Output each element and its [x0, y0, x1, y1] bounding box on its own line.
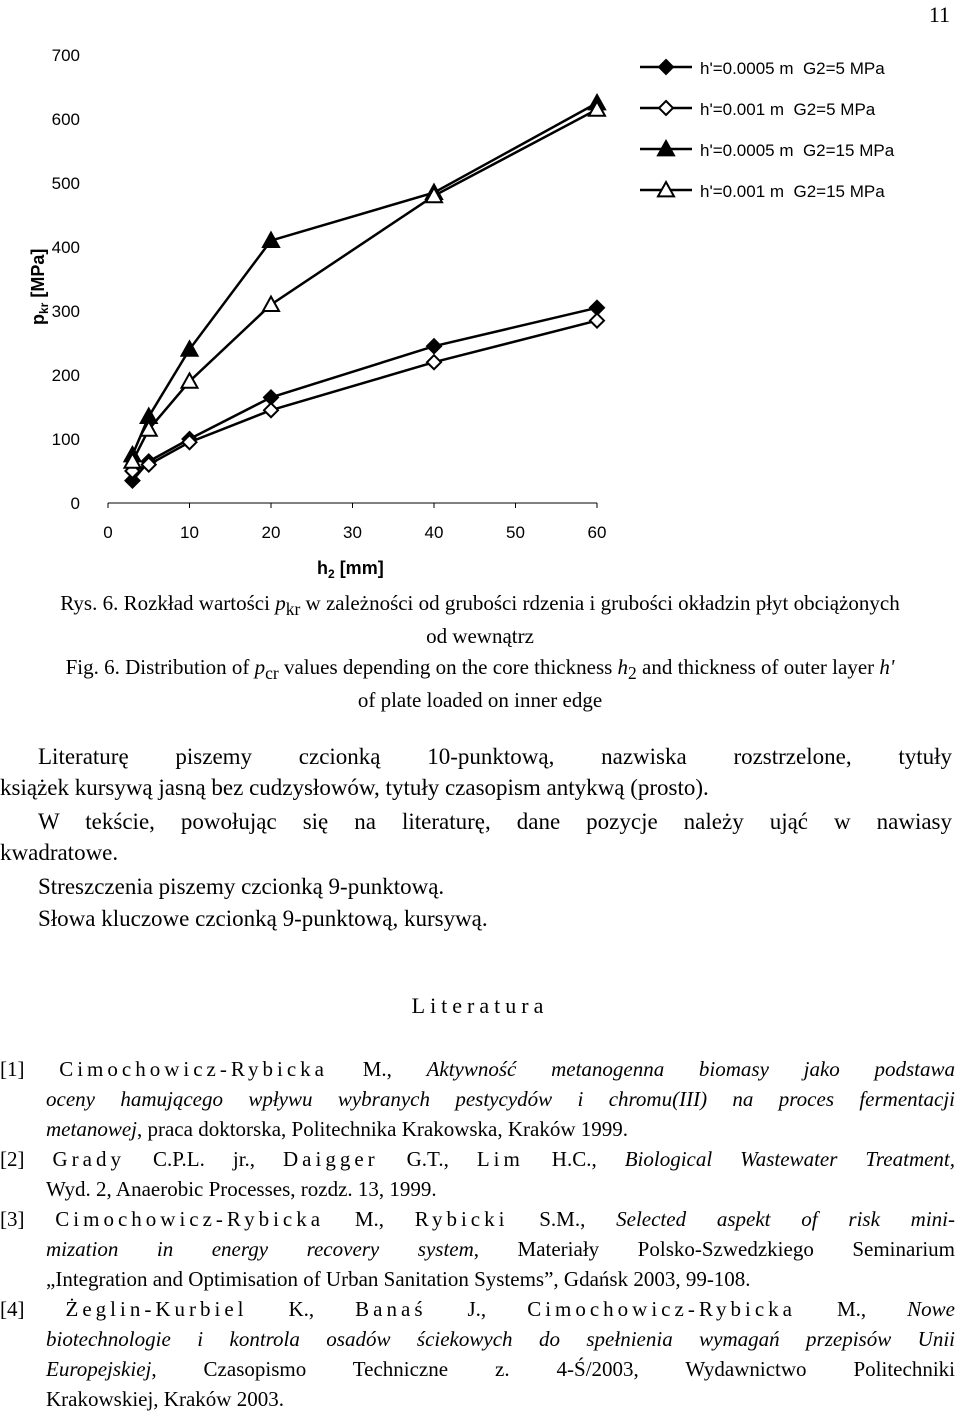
- data-point-s2: [427, 355, 441, 369]
- figure-caption-pl: [0, 590, 960, 650]
- reference-4: [4] Żeglin-Kurbiel K., Banaś J., Cimochowicz-Rybicka M., Nowe biotechnologie i kontrola osadów ściekowych do spełnienia wymagań przepisów Unii Europejskiej, Czasopismo Techniczne z. 4-Ś/2003, Wydawnictwo Politechniki Krakowskiej, Kraków 2003.: [0, 1297, 955, 1411]
- y-tick-label: 200: [51, 366, 80, 385]
- caption-pl-line1: Rys. 6. Rozkład wartości $p_{kr}$ w zależności od grubości rdzenia i grubości okładzin płyt obciążonych: [60, 591, 900, 620]
- data-point-s2: [590, 314, 604, 328]
- caption-en-line1: Fig. 6. Distribution of $p_{cr}$ values depending on the core thickness $h_2$ and thickness of outer layer h': [65, 655, 895, 684]
- x-tick-label: 0: [103, 523, 113, 542]
- y-tick-label: 500: [51, 174, 80, 193]
- legend-label-1: h'=0.0005 m G2=5 MPa: [700, 59, 885, 78]
- data-point-s1: [427, 339, 441, 353]
- legend-marker-2: [659, 101, 673, 115]
- reference-2: [2] Grady C.P.L. jr., Daigger G.T., Lim H.C., Biological Wastewater Treatment, Wyd. 2, Anaerobic Processes, rozdz. 13, 1999.: [0, 1147, 956, 1201]
- y-tick-label: 600: [51, 110, 80, 129]
- x-tick-label: 60: [587, 523, 607, 542]
- body-paragraph-2: W tekście, powołując się na literaturę, dane pozycje należy ująć w nawiasy kwadratowe.: [0, 809, 952, 865]
- series-line-2: [132, 321, 597, 471]
- series-line-3: [132, 103, 597, 455]
- literatura-heading: Literatura: [411, 993, 549, 1018]
- legend-marker-1: [659, 60, 673, 74]
- legend-label-4: h'=0.001 m G2=15 MPa: [700, 182, 885, 201]
- y-tick-label: 400: [51, 238, 80, 257]
- page-number: 11: [928, 2, 950, 27]
- y-tick-label: 700: [51, 46, 80, 65]
- legend: [640, 59, 895, 201]
- reference-3: [3] Cimochowicz-Rybicka M., Rybicki S.M., Selected aspekt of risk mini- mization in energy recovery system, Materiały Polsko-Szwedzkiego Seminarium „Integration and Optimisation of Urban Sanitation Systems”, Gdańsk 2003, 99-108.: [0, 1207, 955, 1291]
- line-chart: [0, 0, 960, 590]
- x-tick-label: 50: [506, 523, 525, 542]
- y-axis-label: $p_{kr}$ [MPa]: [28, 248, 51, 325]
- body-paragraph-1: Literaturę piszemy czcionką 10-punktową, nazwiska rozstrzelone, tytuły książek kursywą jasną bez cudzysłowów, tytuły czasopism antykwą (prosto).: [0, 744, 952, 800]
- figure-caption-en: [0, 654, 960, 714]
- data-point-s2: [264, 403, 278, 417]
- legend-label-3: h'=0.0005 m G2=15 MPa: [700, 141, 895, 160]
- legend-label-2: h'=0.001 m G2=5 MPa: [700, 100, 876, 119]
- x-tick-label: 30: [343, 523, 362, 542]
- caption-en-line2: of plate loaded on inner edge: [357, 688, 603, 713]
- caption-pl-line2: od wewnątrz: [426, 624, 534, 649]
- y-tick-label: 0: [70, 494, 80, 513]
- x-tick-label: 40: [424, 523, 444, 542]
- data-point-s4: [263, 297, 279, 311]
- y-tick-label: 100: [51, 430, 80, 449]
- series-line-4: [132, 109, 597, 461]
- x-tick-label: 20: [261, 523, 281, 542]
- y-tick-label: 300: [51, 302, 80, 321]
- body-paragraph-4: Słowa kluczowe czcionką 9-punktową, kursywą.: [38, 906, 488, 931]
- x-tick-label: 10: [180, 523, 199, 542]
- reference-1: [1] Cimochowicz-Rybicka M., Aktywność metanogenna biomasy jako podstawa oceny hamującego wpływu wybranych pestycydów i chromu(III) na proces fermentacji metanowej, praca doktorska, Politechnika Krakowska, Kraków 1999.: [0, 1057, 955, 1141]
- x-axis-label: $h_2$ [mm]: [317, 558, 384, 581]
- body-paragraph-3: Streszczenia piszemy czcionką 9-punktową.: [38, 874, 445, 899]
